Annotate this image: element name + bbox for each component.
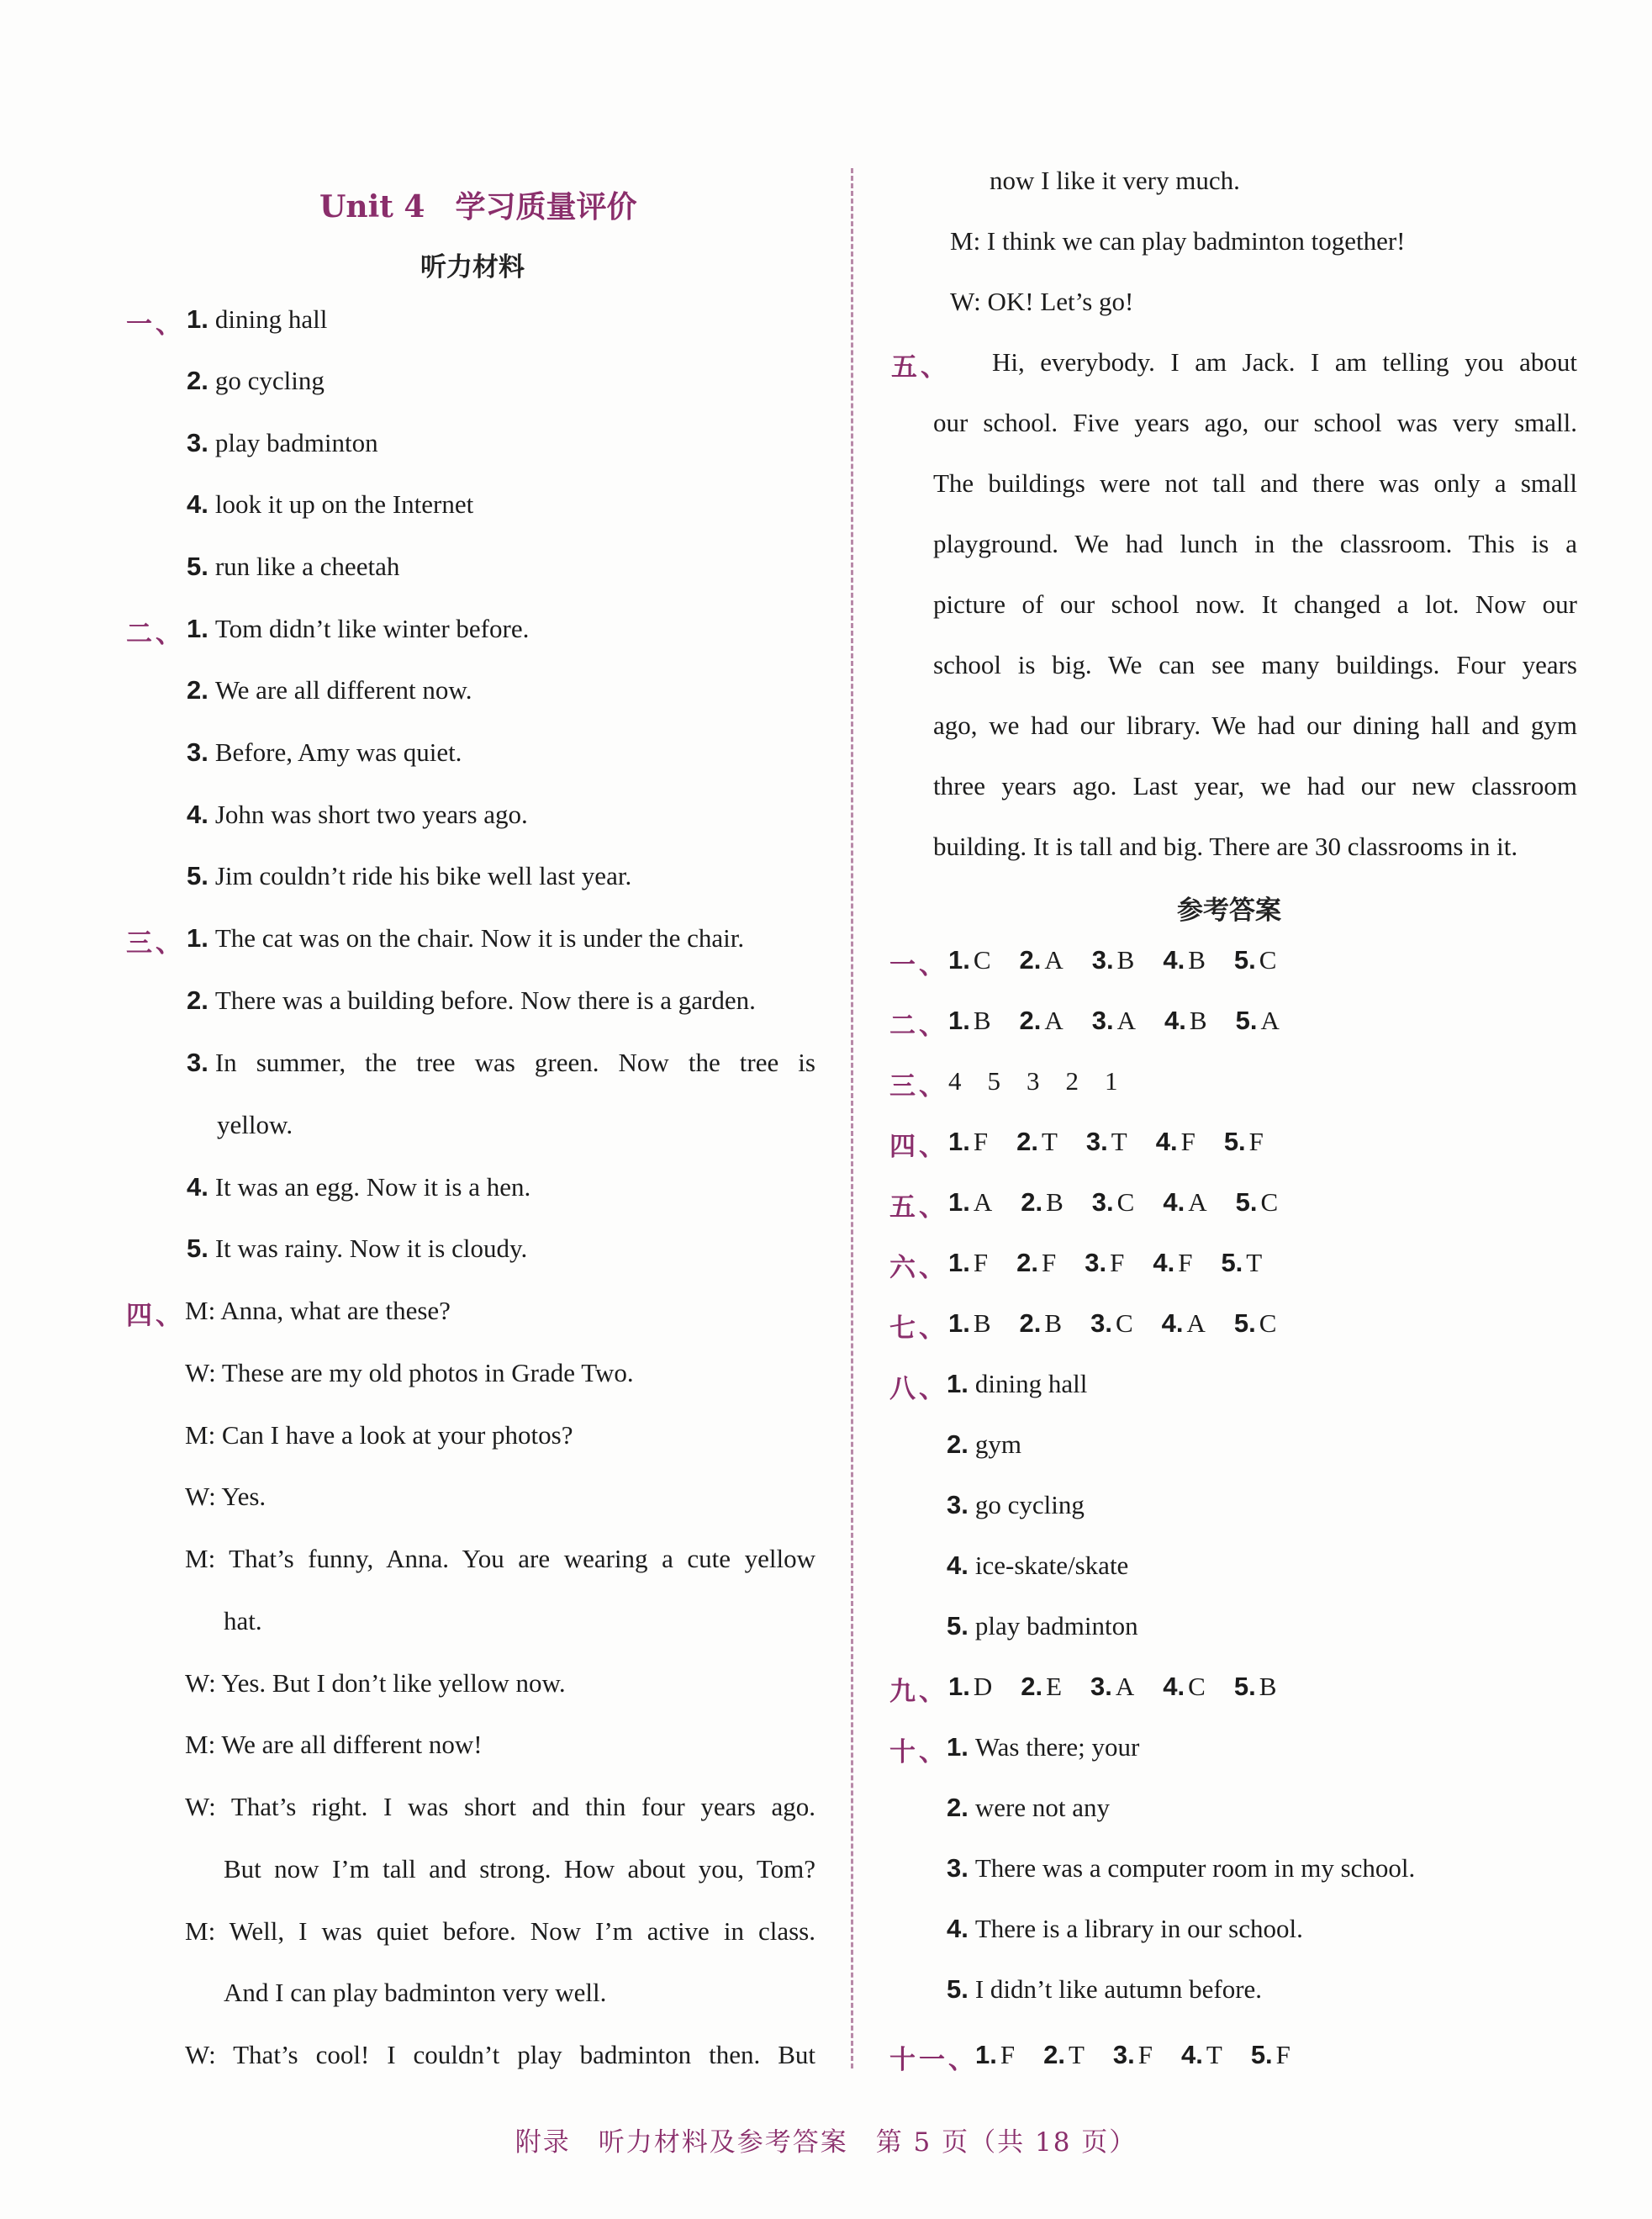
answer-marker: 八、 xyxy=(889,1374,948,1404)
section-subtitle: 听力材料 xyxy=(420,252,525,283)
section-marker-2: 二、 xyxy=(126,619,185,649)
paragraph-line: building. It is tall and big. There are 30 classrooms in it. xyxy=(933,832,1518,861)
answer-row: 1. B 2. A 3. A 4. B 5. A xyxy=(948,1006,1280,1035)
list-item: 1. The cat was on the chair. Now it is under the chair. xyxy=(187,923,745,953)
answer-marker: 九、 xyxy=(889,1677,948,1707)
paragraph-line: Hi, everybody. I am Jack. I am telling you about xyxy=(992,347,1577,377)
list-item: 4. John was short two years ago. xyxy=(187,800,528,829)
paragraph-line: our school. Five years ago, our school was very small. xyxy=(933,408,1577,437)
paragraph-line: playground. We had lunch in the classroom. This is a xyxy=(933,529,1577,558)
answers-title: 参考答案 xyxy=(1177,896,1281,926)
list-item: 3. play badminton xyxy=(187,428,378,457)
answer-marker: 四、 xyxy=(889,1132,948,1162)
list-item: 2. go cycling xyxy=(187,366,325,395)
answer-line: 3. go cycling xyxy=(947,1490,1085,1519)
paragraph-line: three years ago. Last year, we had our new classroom xyxy=(933,771,1577,800)
page-title: Unit 4 学习质量评价 xyxy=(319,189,637,225)
answer-line: 2. gym xyxy=(947,1429,1021,1459)
answer-row: 4 5 3 2 1 xyxy=(948,1066,1118,1096)
answer-row: 1. F 2. T 3. T 4. F 5. F xyxy=(948,1127,1264,1156)
paragraph-line: ago, we had our library. We had our dining hall and gym xyxy=(933,711,1577,740)
answer-marker: 七、 xyxy=(889,1313,948,1344)
answer-row: 1. F 2. T 3. F 4. T 5. F xyxy=(975,2040,1290,2069)
answer-row: 1. F 2. F 3. F 4. F 5. T xyxy=(948,1248,1263,1277)
answer-marker: 六、 xyxy=(889,1253,948,1283)
dialogue-line: And I can play badminton very well. xyxy=(224,1978,607,2007)
dialogue-line: M: Can I have a look at your photos? xyxy=(185,1420,573,1450)
paragraph-line: The buildings were not tall and there was only a small xyxy=(933,468,1577,498)
answer-row: 1. C 2. A 3. B 4. B 5. C xyxy=(948,945,1277,975)
answer-line: 1. Was there; your xyxy=(947,1732,1140,1762)
dialogue-line: M: We are all different now! xyxy=(185,1730,483,1759)
answer-row: 1. B 2. B 3. C 4. A 5. C xyxy=(948,1308,1277,1338)
answer-line: 4. ice-skate/skate xyxy=(947,1551,1129,1580)
page-footer: 附录 听力材料及参考答案 第 5 页（共 18 页） xyxy=(515,2127,1137,2158)
answer-marker: 五、 xyxy=(889,1192,948,1223)
column-divider xyxy=(851,168,853,2068)
answer-line: 2. were not any xyxy=(947,1793,1110,1822)
list-item-continuation: yellow. xyxy=(217,1110,293,1139)
list-item: 5. Jim couldn’t ride his bike well last year. xyxy=(187,861,632,890)
list-item: 5. run like a cheetah xyxy=(187,552,400,581)
answer-line: 4. There is a library in our school. xyxy=(947,1914,1303,1943)
answer-line: 5. I didn’t like autumn before. xyxy=(947,1974,1263,2004)
list-item: 1. dining hall xyxy=(187,304,328,334)
paragraph-line: school is big. We can see many buildings. Four years xyxy=(933,650,1577,679)
dialogue-line: M: I think we can play badminton together! xyxy=(950,226,1406,256)
dialogue-line: now I like it very much. xyxy=(990,166,1240,195)
paragraph-line: picture of our school now. It changed a lot. Now our xyxy=(933,589,1577,619)
section-marker-3: 三、 xyxy=(126,928,185,959)
section-marker-1: 一、 xyxy=(126,309,185,340)
answer-marker: 十、 xyxy=(889,1737,948,1767)
dialogue-line: W: That’s cool! I couldn’t play badminton then. But xyxy=(185,2040,815,2069)
dialogue-line: M: Well, I was quiet before. Now I’m active in class. xyxy=(185,1916,815,1946)
list-item: 3. Before, Amy was quiet. xyxy=(187,737,462,767)
dialogue-line: M: That’s funny, Anna. You are wearing a cute yellow xyxy=(185,1544,815,1573)
answer-line: 3. There was a computer room in my school. xyxy=(947,1853,1416,1883)
list-item: 3. In summer, the tree was green. Now the tree is xyxy=(187,1048,815,1077)
dialogue-line: W: Yes. But I don’t like yellow now. xyxy=(185,1668,566,1698)
answer-marker: 二、 xyxy=(889,1011,948,1041)
answer-line: 1. dining hall xyxy=(947,1369,1088,1398)
dialogue-line: hat. xyxy=(224,1606,262,1635)
list-item: 1. Tom didn’t like winter before. xyxy=(187,614,530,643)
answer-line: 5. play badminton xyxy=(947,1611,1138,1640)
list-item: 2. There was a building before. Now there is a garden. xyxy=(187,985,756,1015)
answer-marker: 三、 xyxy=(889,1071,948,1102)
list-item: 4. It was an egg. Now it is a hen. xyxy=(187,1172,531,1202)
dialogue-line: W: These are my old photos in Grade Two. xyxy=(185,1358,634,1387)
section-marker-5: 五、 xyxy=(891,352,950,383)
answer-row: 1. D 2. E 3. A 4. C 5. B xyxy=(948,1672,1277,1701)
dialogue-line: W: Yes. xyxy=(185,1482,267,1511)
list-item: 5. It was rainy. Now it is cloudy. xyxy=(187,1234,528,1263)
dialogue-line: But now I’m tall and strong. How about you, Tom? xyxy=(224,1854,815,1884)
dialogue-line: M: Anna, what are these? xyxy=(185,1296,451,1325)
section-marker-4: 四、 xyxy=(126,1301,185,1331)
answer-marker: 一、 xyxy=(889,950,948,980)
answer-row: 1. A 2. B 3. C 4. A 5. C xyxy=(948,1187,1279,1217)
list-item: 4. look it up on the Internet xyxy=(187,489,474,519)
dialogue-line: W: That’s right. I was short and thin four years ago. xyxy=(185,1792,815,1821)
dialogue-line: W: OK! Let’s go! xyxy=(950,287,1134,316)
answer-marker: 十一、 xyxy=(889,2045,978,2075)
list-item: 2. We are all different now. xyxy=(187,675,472,705)
